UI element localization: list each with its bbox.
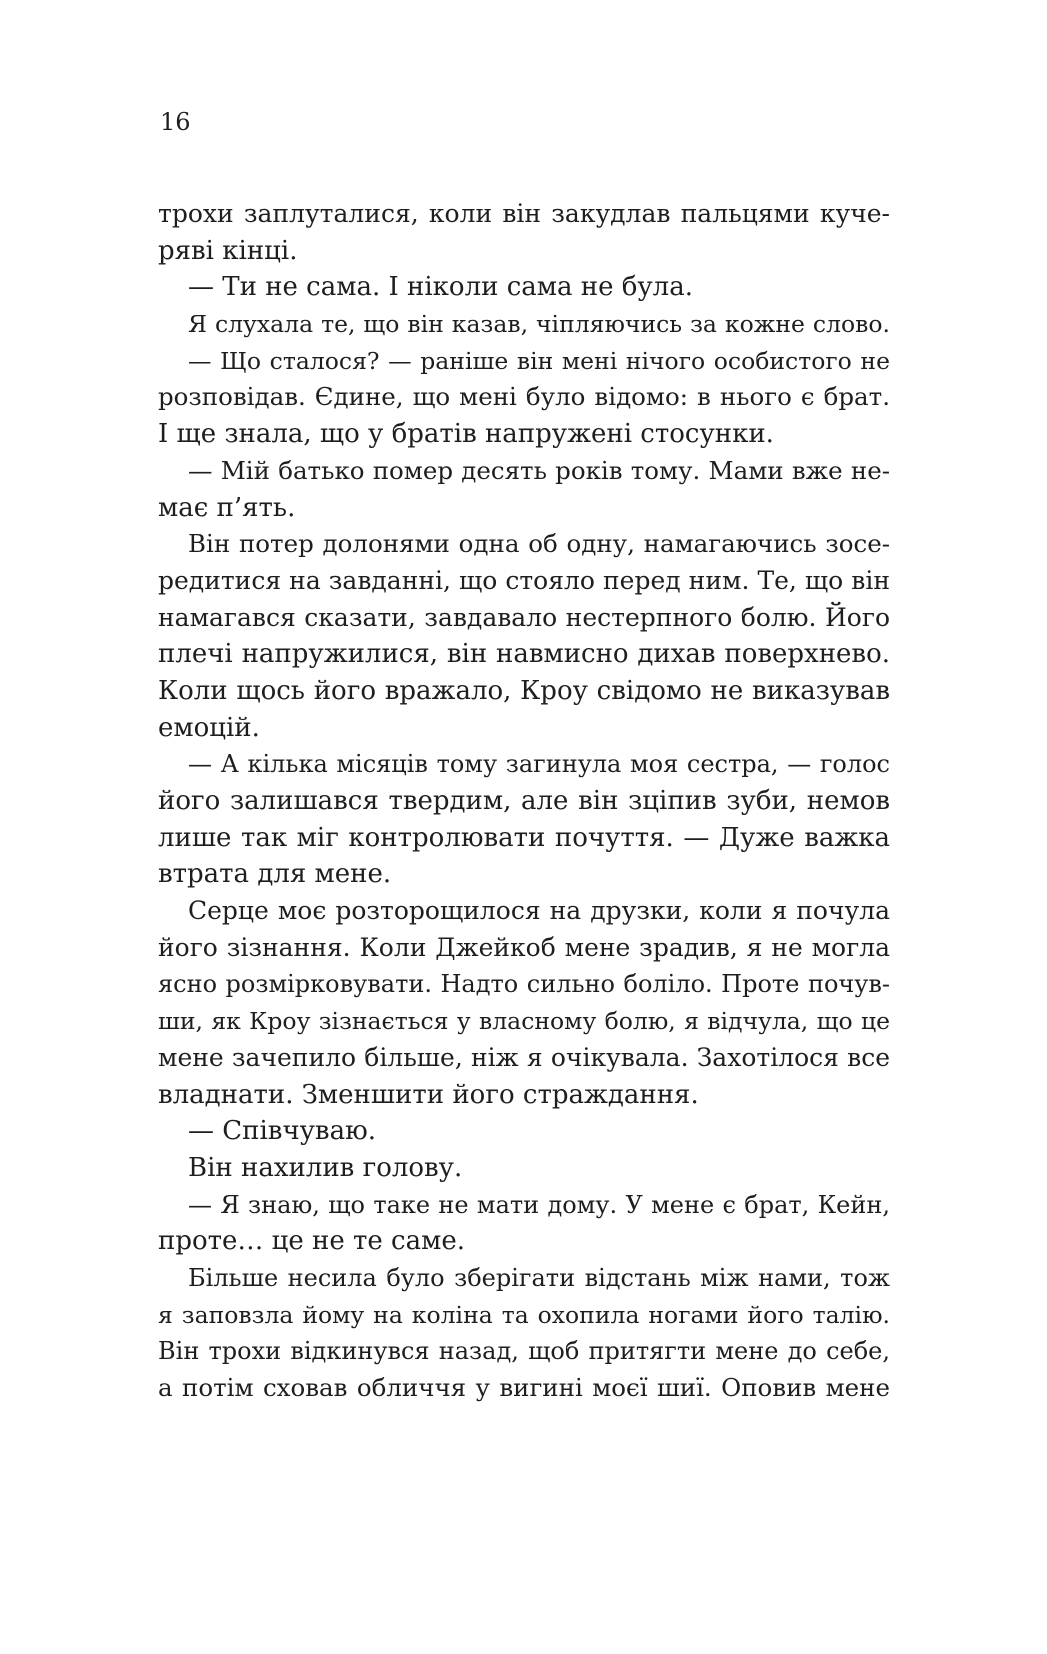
text-line: Коли щось його вражало, Кроу свідомо не виказував: [158, 675, 890, 706]
text-line: а потім сховав обличчя у вигині моєї шиї. Оповив мене: [158, 1373, 890, 1402]
text-line: його зізнання. Коли Джейкоб мене зрадив, я не могла: [158, 932, 890, 962]
text-line: І ще знала, що у братів напружені стосунки.: [158, 419, 774, 450]
text-line: трохи заплуталися, коли він закудлав пальцями куче-: [158, 199, 890, 228]
text-line: — А кілька місяців тому загинула моя сестра, — голос: [188, 750, 890, 779]
text-line: плечі напружилися, він навмисно дихав поверхнево.: [158, 639, 890, 670]
text-line: редитися на завданні, що стояло перед ним. Те, що він: [158, 565, 890, 595]
text-line: владнати. Зменшити його страждання.: [158, 1079, 699, 1110]
text-line: ши, як Кроу зізнається у власному болю, я відчула, що це: [158, 1007, 890, 1036]
text-line: має п’ять.: [158, 492, 296, 523]
text-line: намагався сказати, завдавало нестерпного болю. Його: [158, 602, 890, 632]
text-line: я заповзла йому на коліна та охопила ногами його талію.: [158, 1300, 890, 1329]
text-line: — Мій батько помер десять років тому. Мами вже не-: [188, 455, 890, 485]
text-line: Він нахилив голову.: [188, 1152, 463, 1183]
text-line: Серце моє розторощилося на друзки, коли я почула: [188, 896, 890, 926]
text-line: Він потер долонями одна об одну, намагаючись зосе-: [188, 529, 890, 559]
text-line: мене зачепило більше, ніж я очікувала. Захотілося все: [158, 1042, 890, 1072]
text-line: ряві кінці.: [158, 235, 298, 266]
text-line: — Що сталося? — раніше він мені нічого особистого не: [188, 346, 890, 375]
text-line: — Ти не сама. І ніколи сама не була.: [188, 272, 693, 303]
text-line: — Я знаю, що таке не мати дому. У мене є брат, Кейн,: [188, 1190, 890, 1219]
text-line: емоцій.: [158, 712, 260, 743]
text-line: проте… це не те саме.: [158, 1226, 465, 1257]
body-text: [158, 196, 890, 1407]
text-line: Я слухала те, що він казав, чіпляючись за кожне слово.: [188, 310, 890, 339]
text-line: ясно розмірковувати. Надто сильно боліло. Проте почув-: [158, 970, 890, 999]
text-line: втрата для мене.: [158, 859, 392, 890]
text-line: лише так міг контролювати почуття. — Дуже важка: [158, 822, 890, 853]
text-line: — Співчуваю.: [188, 1116, 376, 1147]
text-line: розповідав. Єдине, що мені було відомо: в нього є брат.: [158, 382, 890, 412]
page-number: 16: [160, 108, 191, 136]
text-line: Більше несила було зберігати відстань між нами, тож: [188, 1263, 890, 1292]
text-line: Він трохи відкинувся назад, щоб притягти мене до себе,: [158, 1337, 890, 1366]
text-line: його залишався твердим, але він зціпив зуби, немов: [158, 786, 890, 816]
